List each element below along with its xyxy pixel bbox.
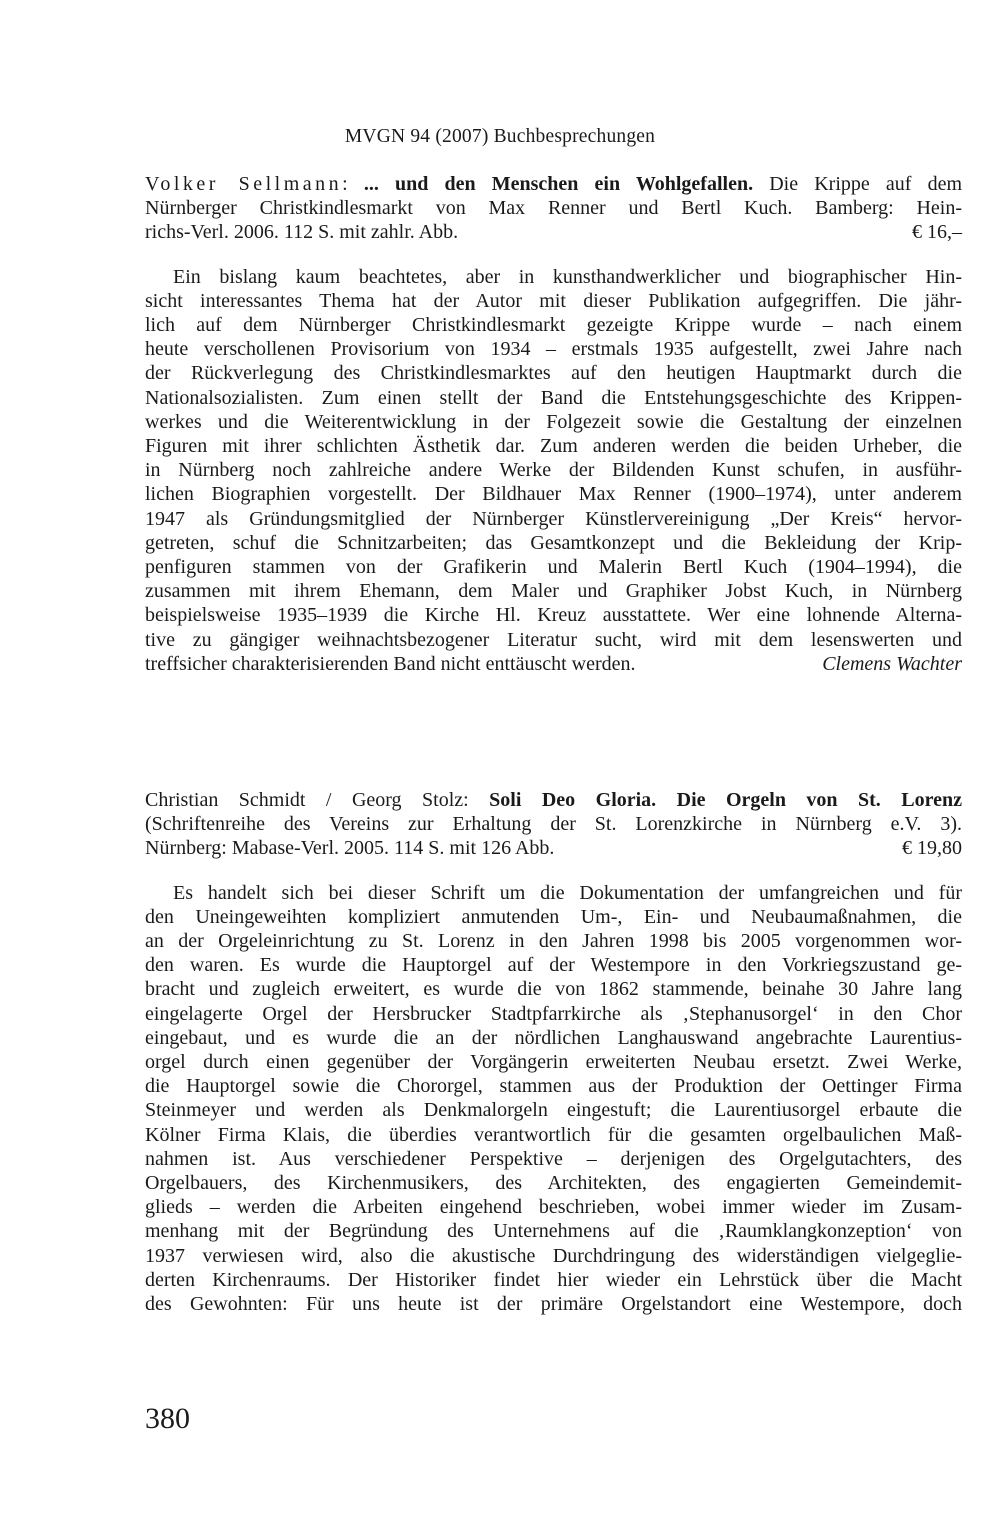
review-citation <box>145 172 962 245</box>
body-line: nahmen ist. Aus verschiedener Perspektive – derjenigen des Orgelgutachters, des <box>145 1147 962 1170</box>
author-separator: : <box>342 173 364 195</box>
body-line: in Nürnberg noch zahlreiche andere Werke der Bildenden Kunst schufen, in ausführ- <box>145 459 962 482</box>
body-line: heute verschollenen Provisorium von 1934 – erstmals 1935 aufgestellt, zwei Jahre nach <box>145 338 962 361</box>
body-line: 1937 verwiesen wird, also die akustische Durchdringung des widerständigen vielgeglie- <box>145 1244 962 1267</box>
body-line: die Hauptorgel sowie die Chororgel, stammen aus der Produktion der Oettinger Firma <box>145 1075 962 1098</box>
body-line: Steinmeyer und werden als Denkmalorgeln eingestuft; die Laurentiusorgel erbaute die <box>145 1099 962 1122</box>
body-line: den Uneingeweihten kompliziert anmutenden Um-, Ein- und Neubaumaßnahmen, die <box>145 905 962 928</box>
body-line: lich auf dem Nürnberger Christkindlesmarkt gezeigte Krippe wurde – nach einem <box>145 314 962 337</box>
body-line: Nationalsozialisten. Zum einen stellt der Band die Entstehungsgeschichte des Krippen- <box>145 386 962 409</box>
citation-line <box>145 836 962 860</box>
body-line: den waren. Es wurde die Hauptorgel auf der Westempore in den Vorkriegszustand ge- <box>145 954 962 977</box>
body-line: penfiguren stammen von der Grafikerin und Malerin Bertl Kuch (1904–1994), die <box>145 556 962 579</box>
body-line: getreten, schuf die Schnitzarbeiten; das Gesamtkonzept und die Bekleidung der Krip- <box>145 531 962 554</box>
citation-text: Die Krippe auf dem <box>753 173 963 195</box>
body-line: menhang mit der Begründung des Unternehmens auf die ‚Raumklangkonzeption‘ von <box>145 1220 962 1243</box>
body-line: der Rückverlegung des Christkindlesmarktes auf den heutigen Hauptmarkt durch die <box>145 362 962 385</box>
citation-line <box>145 172 962 196</box>
book-price: € 19,80 <box>902 837 962 860</box>
reviewer-name: Clemens Wachter <box>822 652 962 675</box>
body-line: Orgelbauers, des Kirchenmusikers, des Architekten, des engagierten Gemeindemit- <box>145 1172 962 1195</box>
book-price: € 16,– <box>912 221 962 244</box>
body-line: lichen Biographien vorgestellt. Der Bildhauer Max Renner (1900–1974), unter anderem <box>145 483 962 506</box>
review-body <box>145 881 962 1317</box>
review-schmidt-stolz <box>145 788 962 1316</box>
citation-line <box>145 788 962 812</box>
body-line: des Gewohnten: Für uns heute ist der primäre Orgelstandort eine Westempore, doch <box>145 1293 962 1316</box>
body-line: tive zu gängiger weihnachtsbezogener Literatur sucht, wird mit dem lesenswerten und <box>145 628 962 651</box>
body-line: derten Kirchenraums. Der Historiker findet hier wieder ein Lehrstück über die Macht <box>145 1268 962 1291</box>
body-line: Kölner Firma Klais, die überdies verantwortlich für die gesamten orgelbaulichen Maß- <box>145 1123 962 1146</box>
body-line: an der Orgeleinrichtung zu St. Lorenz in den Jahren 1998 bis 2005 vorgenommen wor- <box>145 930 962 953</box>
review-last-line <box>145 652 962 676</box>
body-line: Ein bislang kaum beachtetes, aber in kunsthandwerklicher und biographischer Hin- <box>173 265 962 288</box>
review-sellmann <box>145 172 962 676</box>
review-author: Christian Schmidt / Georg Stolz: <box>145 789 490 811</box>
citation-text: richs-Verl. 2006. 112 S. mit zahlr. Abb. <box>145 221 459 244</box>
body-line: eingebaut, und es wurde die an der nördlichen Langhauswand angebrachte Laurentius- <box>145 1026 962 1049</box>
body-line: zusammen mit ihrem Ehemann, dem Maler und Graphiker Jobst Kuch, in Nürnberg <box>145 580 962 603</box>
citation-line: (Schriftenreihe des Vereins zur Erhaltung der St. Lorenzkirche in Nürnberg e.V. 3). <box>145 813 962 836</box>
citation-line: Nürnberger Christkindlesmarkt von Max Renner und Bertl Kuch. Bamberg: Hein- <box>145 197 962 220</box>
body-line: 1947 als Gründungsmitglied der Nürnberger Künstlervereinigung „Der Kreis“ hervor- <box>145 507 962 530</box>
review-citation <box>145 788 962 861</box>
body-line: treffsicher charakterisierenden Band nicht enttäuscht werden. <box>145 652 636 675</box>
body-line: glieds – werden die Arbeiten eingehend beschrieben, wobei immer wieder im Zusam- <box>145 1196 962 1219</box>
body-line: orgel durch einen gegenüber der Vorgängerin erweiterten Neubau ersetzt. Zwei Werke, <box>145 1051 962 1074</box>
citation-text: Nürnberg: Mabase-Verl. 2005. 114 S. mit 126 Abb. <box>145 837 555 860</box>
body-line: Es handelt sich bei dieser Schrift um die Dokumentation der umfangreichen und für <box>173 881 962 904</box>
review-book-title: ... und den Menschen ein Wohlgefallen. <box>363 173 754 195</box>
body-line: eingelagerte Orgel der Hersbrucker Stadtpfarrkirche als ‚Stephanusorgel‘ in den Chor <box>145 1002 962 1025</box>
body-line: beispielsweise 1935–1939 die Kirche Hl. Kreuz ausstattete. Wer eine lohnende Alterna- <box>145 604 962 627</box>
review-body <box>145 265 962 652</box>
review-book-title: Soli Deo Gloria. Die Orgeln von St. Lorenz <box>489 789 962 811</box>
citation-line <box>145 220 962 244</box>
body-line: werkes und die Weiterentwicklung in der Folgezeit sowie die Gestaltung der einzelnen <box>145 410 962 433</box>
body-line: sicht interessantes Thema hat der Autor mit dieser Publikation aufgegriffen. Die jähr- <box>145 289 962 312</box>
body-line: Figuren mit ihrer schlichten Ästhetik dar. Zum anderen werden die beiden Urheber, die <box>145 435 962 458</box>
review-author: Volker Sellmann <box>145 173 343 195</box>
running-header: MVGN 94 (2007) Buchbesprechungen <box>344 126 656 147</box>
body-line: bracht und zugleich erweitert, es wurde die von 1862 stammende, beinahe 30 Jahre lang <box>145 978 962 1001</box>
page-number: 380 <box>145 1402 190 1435</box>
